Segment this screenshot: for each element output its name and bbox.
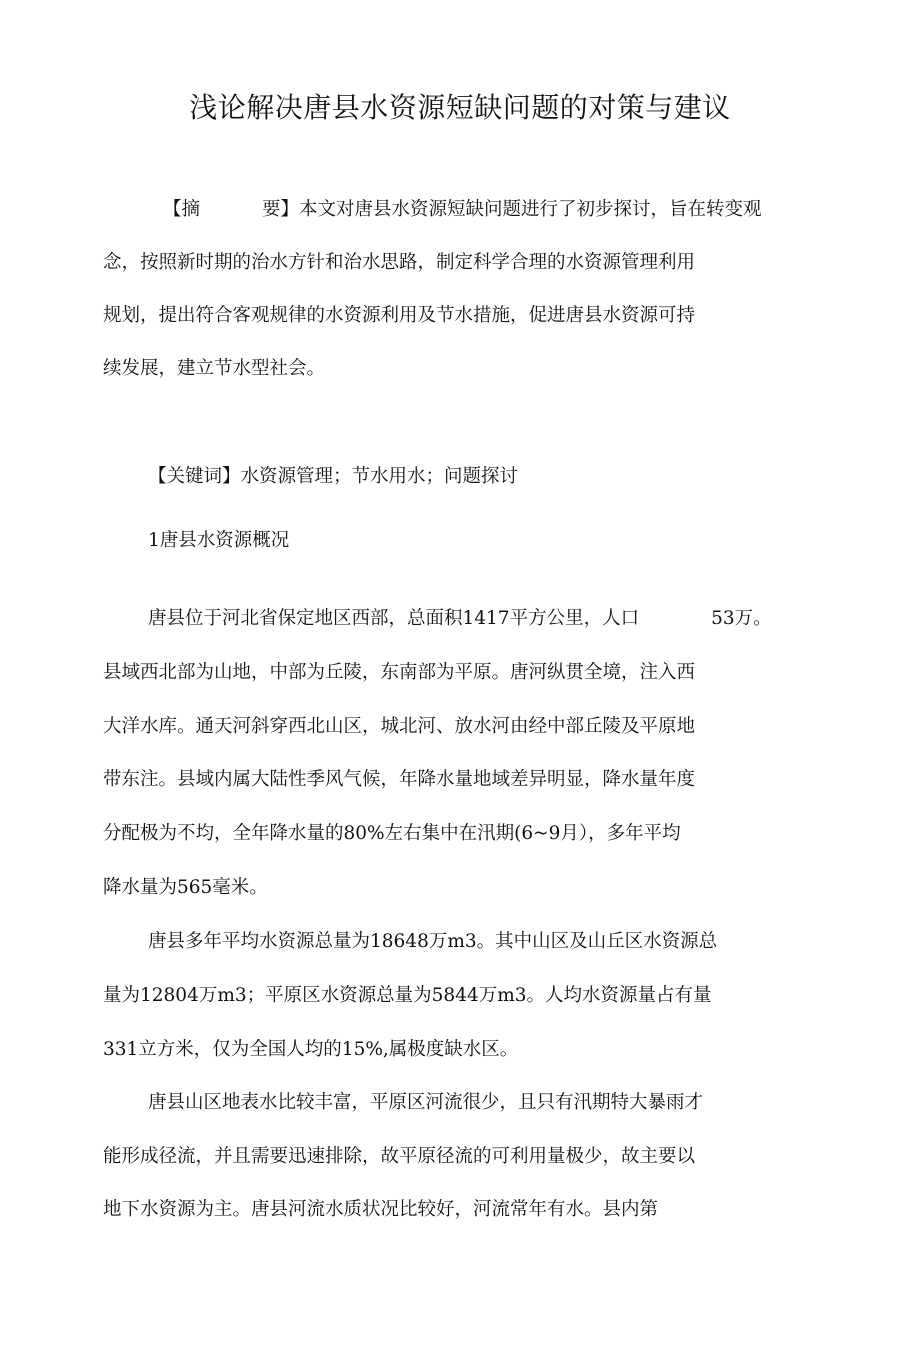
abstract-text: 本文对唐县水资源短缺问题进行了初步探讨，旨在转变观 [299,199,762,220]
section-heading: 1唐县水资源概况 [148,530,290,551]
document-title: 浅论解决唐县水资源短缺问题的对策与建议 [189,91,731,124]
paragraph-1-line-5: 分配极为不均，全年降水量的80%左右集中在汛期(6~9月），多年平均 [103,823,681,844]
abstract-line-3: 规划，提出符合客观规律的水资源利用及节水措施，促进唐县水资源可持 [103,305,696,326]
paragraph-1-line-1 [148,606,772,632]
paragraph-3-line-1: 唐县山区地表水比较丰富，平原区河流很少，且只有汛期特大暴雨才 [148,1092,704,1113]
abstract-line-2: 念，按照新时期的治水方针和治水思路，制定科学合理的水资源管理利用 [103,252,696,273]
paragraph-2-line-2: 量为12804万m3；平原区水资源总量为5844万m3。人均水资源量占有量 [103,985,712,1006]
abstract-line-4: 续发展，建立节水型社会。 [103,358,326,379]
abstract-line-1 [163,197,762,223]
paragraph-3-line-3: 地下水资源为主。唐县河流水质状况比较好，河流常年有水。县内第 [103,1199,659,1220]
paragraph-1-line-4: 带东注。县域内属大陆性季风气候，年降水量地域差异明显，降水量年度 [103,769,696,790]
paragraph-1-line-6: 降水量为565毫米。 [103,877,268,898]
abstract-label-close: 要】 [262,199,300,220]
paragraph-2-line-1: 唐县多年平均水资源总量为18648万m3。其中山区及山丘区水资源总 [148,931,718,952]
paragraph-1-text-a: 唐县位于河北省保定地区西部，总面积1417平方公里，人口 [148,608,640,629]
paragraph-1-line-2: 县域西北部为山地，中部为丘陵，东南部为平原。唐河纵贯全境，注入西 [103,662,696,683]
paragraph-3-line-2: 能形成径流，并且需要迅速排除，故平原径流的可利用量极少，故主要以 [103,1146,696,1167]
paragraph-2-line-3: 331立方米，仅为全国人均的15%,属极度缺水区。 [103,1039,519,1060]
paragraph-1-line-3: 大洋水库。通天河斜穿西北山区，城北河、放水河由经中部丘陵及平原地 [103,716,696,737]
keywords: 【关键词】水资源管理；节水用水；问题探讨 [148,466,519,487]
abstract-label-open: 【摘 [163,199,201,220]
paragraph-1-text-b: 53万。 [711,608,772,629]
